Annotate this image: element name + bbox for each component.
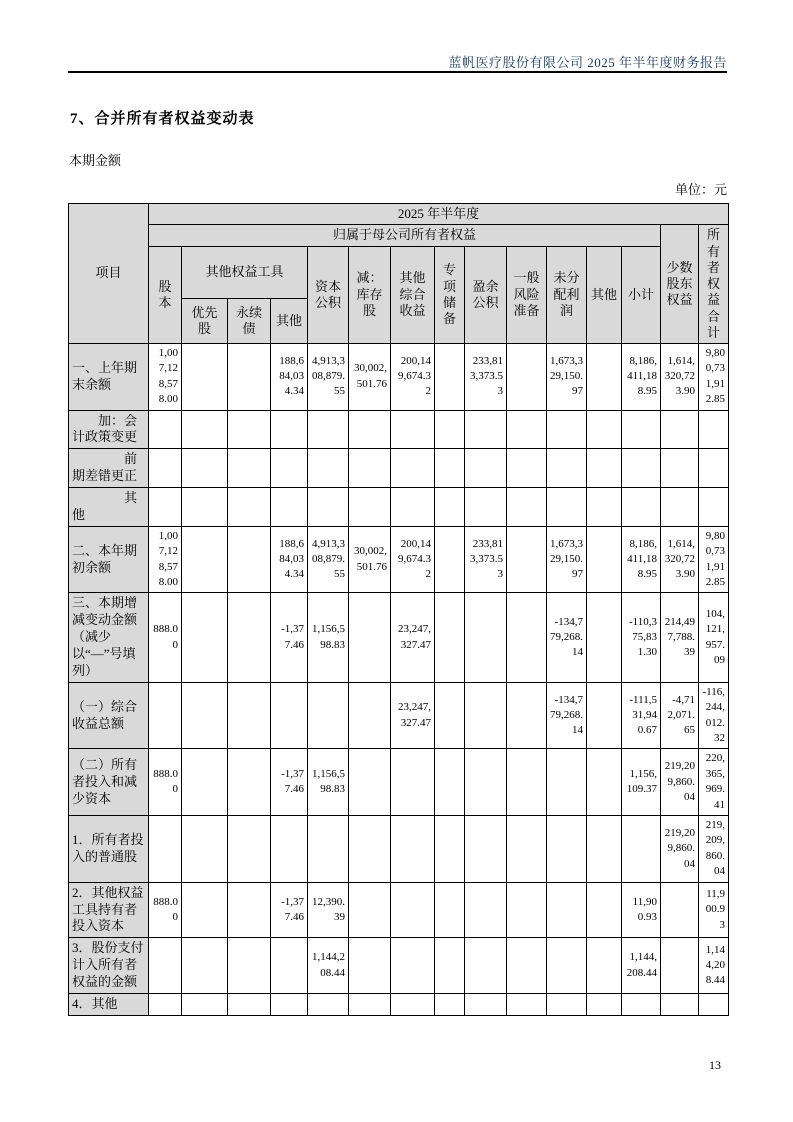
value-cell: 200,149,674.32 (391, 526, 435, 593)
value-cell (465, 816, 507, 883)
value-cell (507, 526, 547, 593)
value-cell (507, 816, 547, 883)
value-cell: 1,673,329,150.97 (547, 344, 587, 411)
value-cell (465, 938, 507, 994)
value-cell (661, 993, 699, 1015)
table-row (69, 410, 729, 449)
value-cell (149, 993, 182, 1015)
value-cell (349, 488, 391, 527)
col-header-preferred-stock: 优先股 (182, 299, 228, 344)
value-cell (228, 488, 271, 527)
value-cell: 11,900.93 (699, 882, 729, 938)
value-cell (587, 938, 622, 994)
value-cell (435, 449, 465, 488)
value-cell (465, 993, 507, 1015)
value-cell (622, 816, 661, 883)
value-cell (182, 526, 228, 593)
value-cell: 4,913,308,879.55 (308, 526, 349, 593)
value-cell: 23,247,327.47 (391, 682, 435, 749)
header-row-columns (69, 246, 729, 299)
value-cell (547, 938, 587, 994)
value-cell (661, 449, 699, 488)
value-cell (349, 816, 391, 883)
value-cell: 1,007,128,578.00 (149, 526, 182, 593)
value-cell (228, 682, 271, 749)
value-cell (435, 993, 465, 1015)
value-cell (349, 993, 391, 1015)
value-cell (465, 593, 507, 682)
value-cell (182, 344, 228, 411)
col-header-item: 项目 (69, 204, 149, 344)
value-cell (349, 410, 391, 449)
value-cell: 888.00 (149, 749, 182, 816)
value-cell (391, 488, 435, 527)
col-header-parent-group: 归属于母公司所有者权益 (149, 225, 661, 246)
value-cell (587, 526, 622, 593)
value-cell (587, 816, 622, 883)
table-row (69, 816, 729, 883)
value-cell (228, 344, 271, 411)
value-cell (149, 682, 182, 749)
value-cell (435, 749, 465, 816)
value-cell (228, 449, 271, 488)
value-cell (391, 449, 435, 488)
value-cell (271, 993, 308, 1015)
value-cell (391, 993, 435, 1015)
value-cell (587, 993, 622, 1015)
value-cell (391, 938, 435, 994)
value-cell: 233,813,373.53 (465, 526, 507, 593)
value-cell (699, 449, 729, 488)
row-label: 其他 (69, 488, 149, 527)
value-cell (182, 449, 228, 488)
value-cell (391, 882, 435, 938)
value-cell (308, 449, 349, 488)
value-cell (699, 488, 729, 527)
row-label: 加：会计政策变更 (69, 410, 149, 449)
col-header-perpetual-bonds: 永续债 (228, 299, 271, 344)
col-header-treasury-stock: 减：库存股 (349, 246, 391, 344)
value-cell: -4,712,071.65 (661, 682, 699, 749)
value-cell (622, 449, 661, 488)
value-cell (435, 488, 465, 527)
value-cell (661, 410, 699, 449)
header-rule (68, 71, 727, 73)
value-cell (622, 993, 661, 1015)
value-cell (308, 682, 349, 749)
table-header (69, 204, 729, 344)
row-label: 一、上年期末余额 (69, 344, 149, 411)
header-row-groups (69, 225, 729, 246)
value-cell: -134,779,268.14 (547, 682, 587, 749)
col-header-undistributed-profit: 未分配利润 (547, 246, 587, 344)
value-cell (349, 449, 391, 488)
value-cell (661, 938, 699, 994)
value-cell (547, 449, 587, 488)
value-cell: 233,813,373.53 (465, 344, 507, 411)
value-cell (435, 526, 465, 593)
table-row (69, 488, 729, 527)
value-cell (149, 938, 182, 994)
value-cell (182, 816, 228, 883)
value-cell (271, 682, 308, 749)
value-cell: 1,144,208.44 (308, 938, 349, 994)
value-cell (349, 749, 391, 816)
value-cell (435, 682, 465, 749)
running-head: 蓝帆医疗股份有限公司 2025 年半年度财务报告 (448, 55, 727, 70)
value-cell: 8,186,411,188.95 (622, 526, 661, 593)
row-label: 前期差错更正 (69, 449, 149, 488)
value-cell: 30,002,501.76 (349, 526, 391, 593)
row-label: （二）所有者投入和减少资本 (69, 749, 149, 816)
value-cell (228, 593, 271, 682)
page-title: 7、合并所有者权益变动表 (70, 111, 255, 127)
value-cell (349, 593, 391, 682)
col-header-surplus-reserve: 盈余公积 (465, 246, 507, 344)
value-cell (435, 882, 465, 938)
value-cell (182, 882, 228, 938)
value-cell (435, 344, 465, 411)
value-cell (547, 816, 587, 883)
value-cell (349, 682, 391, 749)
value-cell (622, 488, 661, 527)
value-cell (507, 882, 547, 938)
value-cell (507, 938, 547, 994)
value-cell (228, 816, 271, 883)
value-cell (465, 449, 507, 488)
value-cell (228, 526, 271, 593)
value-cell (587, 410, 622, 449)
value-cell (587, 682, 622, 749)
value-cell (308, 410, 349, 449)
value-cell (391, 749, 435, 816)
value-cell: 1,614,320,723.90 (661, 526, 699, 593)
value-cell: 888.00 (149, 882, 182, 938)
value-cell: 1,144,208.44 (622, 938, 661, 994)
value-cell: -1,377.46 (271, 749, 308, 816)
value-cell (149, 816, 182, 883)
value-cell (228, 993, 271, 1015)
col-header-other-equity-instruments: 其他权益工具 (182, 246, 308, 299)
header-row-period (69, 204, 729, 225)
value-cell (465, 410, 507, 449)
value-cell: 1,673,329,150.97 (547, 526, 587, 593)
value-cell: 9,800,731,912.85 (699, 344, 729, 411)
row-label: （一）综合收益总额 (69, 682, 149, 749)
value-cell (391, 410, 435, 449)
equity-change-table (68, 203, 729, 1016)
value-cell: 1,156,109.37 (622, 749, 661, 816)
value-cell: 8,186,411,188.95 (622, 344, 661, 411)
value-cell: 30,002,501.76 (349, 344, 391, 411)
value-cell (587, 882, 622, 938)
table-row (69, 938, 729, 994)
value-cell (182, 488, 228, 527)
row-label: 4．其他 (69, 993, 149, 1015)
value-cell: 1,614,320,723.90 (661, 344, 699, 411)
value-cell: 220,365,969.41 (699, 749, 729, 816)
value-cell (465, 882, 507, 938)
value-cell (507, 410, 547, 449)
value-cell (622, 410, 661, 449)
value-cell: 188,684,034.34 (271, 344, 308, 411)
value-cell (587, 449, 622, 488)
value-cell (271, 449, 308, 488)
value-cell (465, 749, 507, 816)
table-row (69, 682, 729, 749)
value-cell (391, 816, 435, 883)
value-cell: 1,156,598.83 (308, 593, 349, 682)
value-cell (435, 593, 465, 682)
table-row (69, 593, 729, 682)
value-cell: -1,377.46 (271, 593, 308, 682)
value-cell: -1,377.46 (271, 882, 308, 938)
value-cell (465, 682, 507, 749)
value-cell (435, 410, 465, 449)
value-cell (587, 749, 622, 816)
value-cell (699, 993, 729, 1015)
value-cell (228, 410, 271, 449)
value-cell (547, 993, 587, 1015)
value-cell (349, 882, 391, 938)
value-cell (182, 938, 228, 994)
value-cell (182, 682, 228, 749)
col-header-total-equity: 所有者权益合计 (699, 225, 729, 344)
value-cell: 219,209,860.04 (699, 816, 729, 883)
table-body (69, 344, 729, 1016)
value-cell: 4,913,308,879.55 (308, 344, 349, 411)
value-cell (507, 993, 547, 1015)
value-cell (308, 993, 349, 1015)
value-cell (661, 488, 699, 527)
col-header-other-instrument: 其他 (271, 299, 308, 344)
value-cell (507, 593, 547, 682)
value-cell: -111,531,940.67 (622, 682, 661, 749)
value-cell (182, 410, 228, 449)
value-cell: 200,149,674.32 (391, 344, 435, 411)
row-label: 2．其他权益工具持有者投入资本 (69, 882, 149, 938)
value-cell: 23,247,327.47 (391, 593, 435, 682)
table-row (69, 526, 729, 593)
value-cell (507, 749, 547, 816)
row-label: 三、本期增减变动金额（减少以“—”号填列） (69, 593, 149, 682)
value-cell (435, 938, 465, 994)
row-label: 1．所有者投入的普通股 (69, 816, 149, 883)
page-number: 13 (709, 1058, 721, 1072)
value-cell (507, 449, 547, 488)
value-cell (587, 344, 622, 411)
value-cell (308, 488, 349, 527)
value-cell (271, 410, 308, 449)
col-header-special-reserve: 专项储备 (435, 246, 465, 344)
value-cell: -116,244,012.32 (699, 682, 729, 749)
value-cell (547, 410, 587, 449)
value-cell: 1,007,128,578.00 (149, 344, 182, 411)
value-cell: 219,209,860.04 (661, 749, 699, 816)
value-cell (349, 938, 391, 994)
col-header-capital-reserve: 资本公积 (308, 246, 349, 344)
value-cell (547, 882, 587, 938)
table-row (69, 449, 729, 488)
value-cell (271, 938, 308, 994)
value-cell (435, 816, 465, 883)
table-row (69, 882, 729, 938)
col-header-minority-interest: 少数股东权益 (661, 225, 699, 344)
col-header-period: 2025 年半年度 (149, 204, 729, 225)
col-header-other: 其他 (587, 246, 622, 344)
value-cell (182, 593, 228, 682)
value-cell (587, 488, 622, 527)
value-cell (507, 344, 547, 411)
value-cell (699, 410, 729, 449)
row-label: 3．股份支付计入所有者权益的金额 (69, 938, 149, 994)
section-label: 本期金额 (69, 153, 122, 168)
value-cell: 219,209,860.04 (661, 816, 699, 883)
value-cell (465, 488, 507, 527)
value-cell: 188,684,034.34 (271, 526, 308, 593)
value-cell (182, 993, 228, 1015)
table-row (69, 993, 729, 1015)
value-cell: 1,144,208.44 (699, 938, 729, 994)
value-cell (149, 449, 182, 488)
col-header-general-risk-reserve: 一般风险准备 (507, 246, 547, 344)
value-cell (228, 749, 271, 816)
value-cell (547, 488, 587, 527)
value-cell: 12,390.39 (308, 882, 349, 938)
value-cell (228, 882, 271, 938)
value-cell (661, 882, 699, 938)
value-cell (271, 488, 308, 527)
value-cell (149, 488, 182, 527)
value-cell (271, 816, 308, 883)
value-cell (507, 682, 547, 749)
value-cell: 11,900.93 (622, 882, 661, 938)
table-row (69, 344, 729, 411)
value-cell (507, 488, 547, 527)
value-cell (228, 938, 271, 994)
value-cell (308, 816, 349, 883)
value-cell: -134,779,268.14 (547, 593, 587, 682)
value-cell (547, 749, 587, 816)
col-header-other-comprehensive-income: 其他综合收益 (391, 246, 435, 344)
row-label: 二、本年期初余额 (69, 526, 149, 593)
value-cell: 214,497,788.39 (661, 593, 699, 682)
unit-label: 单位：元 (674, 182, 727, 197)
table-row (69, 749, 729, 816)
value-cell: 104,121,957.09 (699, 593, 729, 682)
value-cell (149, 410, 182, 449)
col-header-subtotal: 小计 (622, 246, 661, 344)
col-header-share-capital: 股本 (149, 246, 182, 344)
value-cell: 9,800,731,912.85 (699, 526, 729, 593)
value-cell: 1,156,598.83 (308, 749, 349, 816)
value-cell: 888.00 (149, 593, 182, 682)
value-cell (182, 749, 228, 816)
value-cell (587, 593, 622, 682)
value-cell: -110,375,831.30 (622, 593, 661, 682)
